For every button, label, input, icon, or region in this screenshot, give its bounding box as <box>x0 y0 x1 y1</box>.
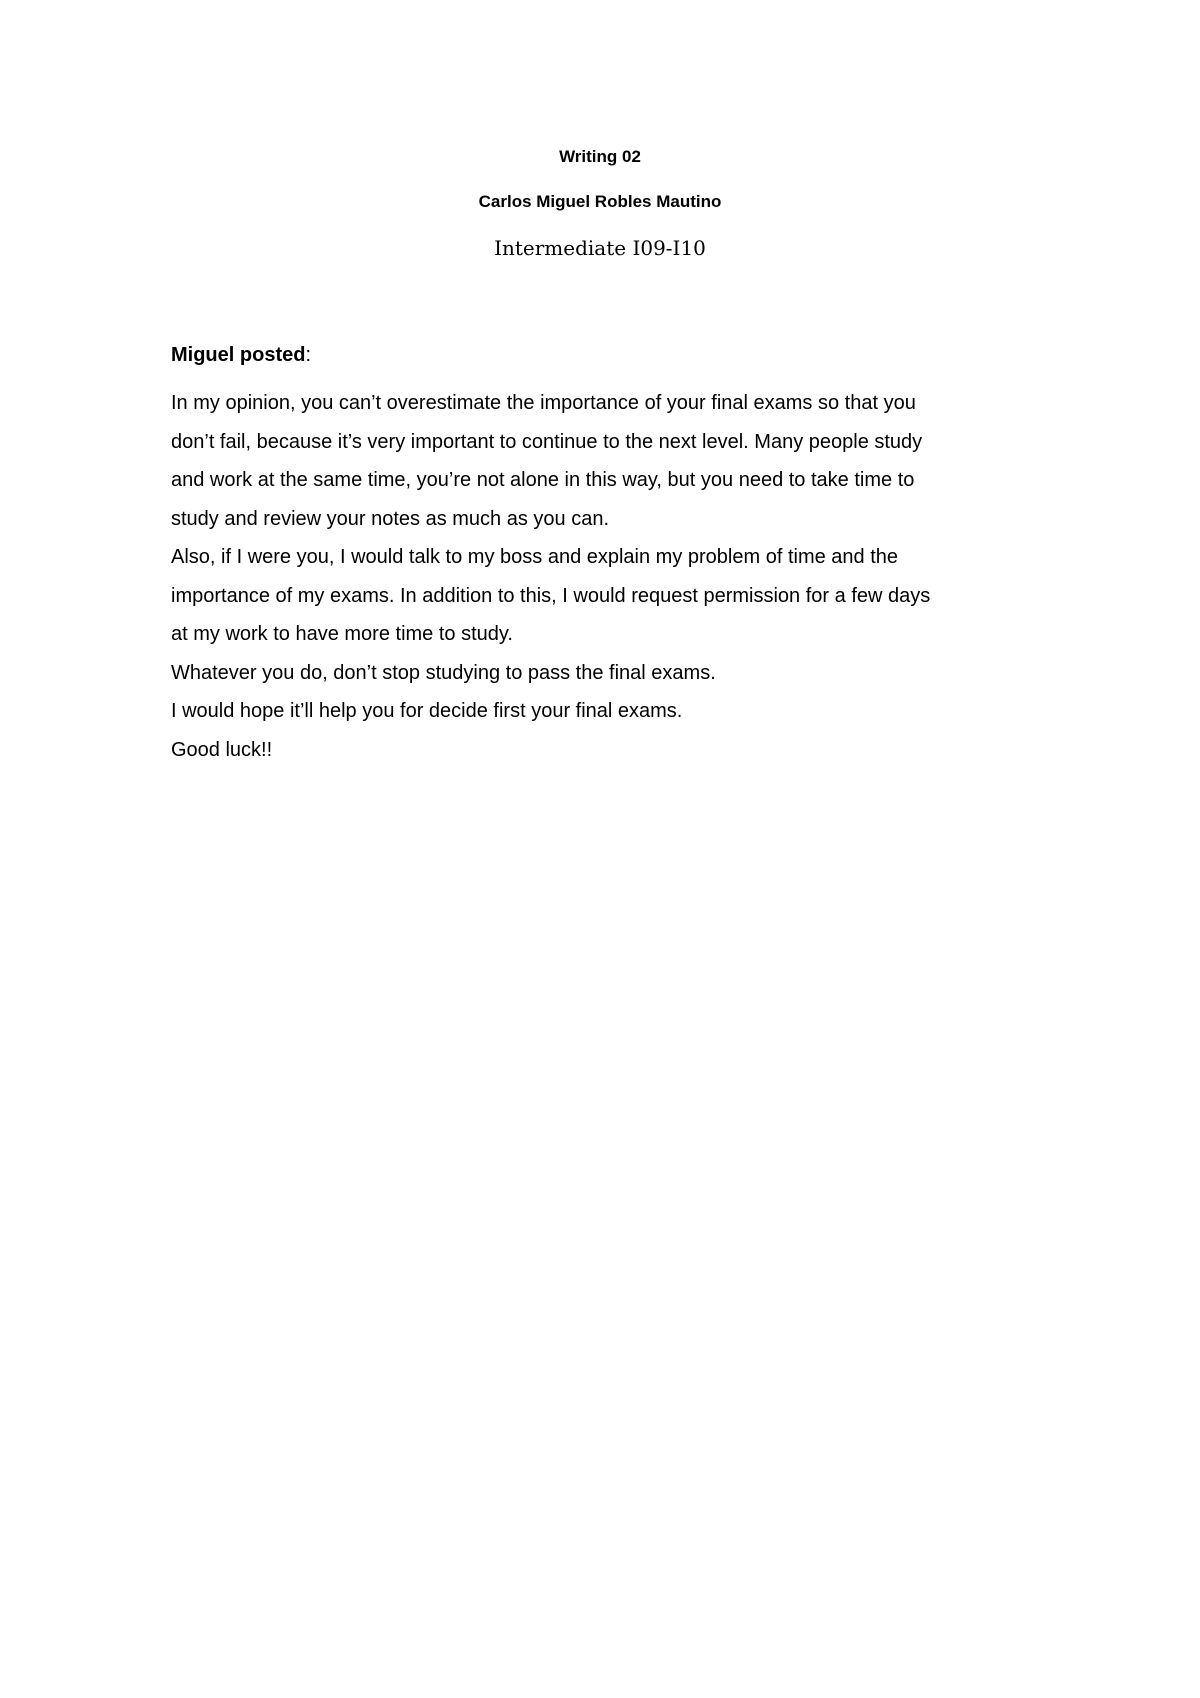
post-line: study and review your notes as much as you can. <box>171 507 610 530</box>
post-author-name: Miguel posted <box>171 344 306 366</box>
document-title: Writing 02 <box>559 147 641 166</box>
post-line: Whatever you do, don’t stop studying to pass the final exams. <box>171 661 716 684</box>
post-line: I would hope it’ll help you for decide first your final exams. <box>171 700 683 722</box>
post-line: Also, if I were you, I would talk to my boss and explain my problem of time and the <box>171 546 899 568</box>
post-author-colon: : <box>305 344 312 366</box>
post-line: Good luck!! <box>171 738 273 761</box>
post-author-label <box>171 342 1051 368</box>
post-line: In my opinion, you can’t overestimate the importance of your final exams so that you <box>171 392 916 414</box>
author-name: Carlos Miguel Robles Mautino <box>478 192 722 211</box>
post-line: at my work to have more time to study. <box>171 623 513 645</box>
post-body <box>171 384 1051 769</box>
post-line: and work at the same time, you’re not alone in this way, but you need to take time to <box>171 469 915 491</box>
post-line: don’t fail, because it’s very important to continue to the next level. Many people study <box>171 430 923 453</box>
forum-post <box>171 342 1051 769</box>
post-line: importance of my exams. In addition to this, I would request permission for a few days <box>171 584 931 607</box>
course-level: Intermediate I09-I10 <box>494 236 706 260</box>
